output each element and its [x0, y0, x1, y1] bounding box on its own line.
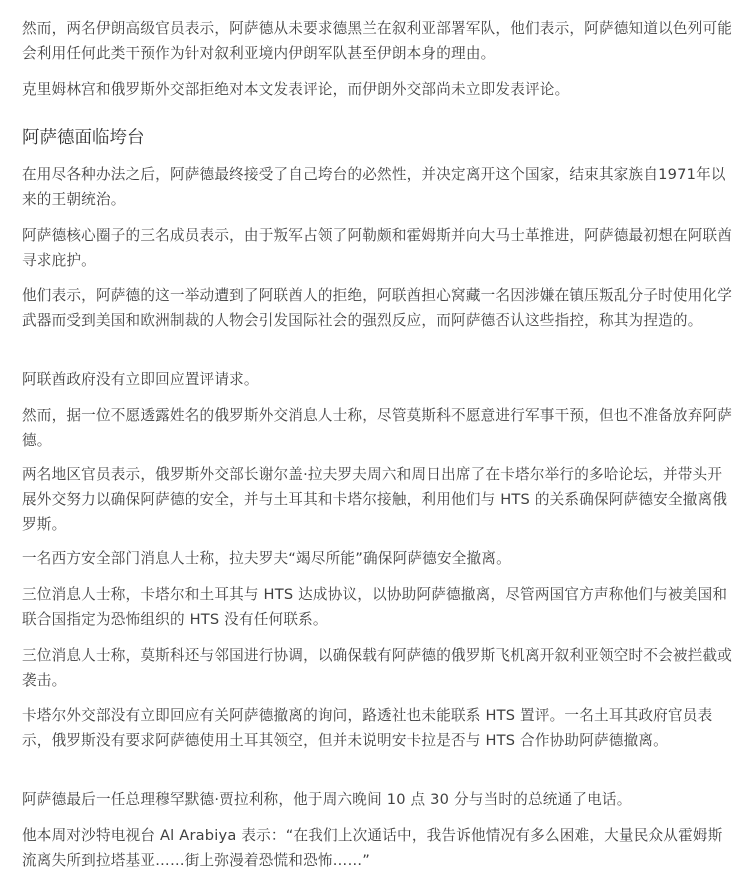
paragraph-5: 他们表示，阿萨德的这一举动遭到了阿联酋人的拒绝，阿联酋担心窝藏一名因涉嫌在镇压叛乱分子时使用化学武器而受到美国和欧洲制裁的人物会引发国际社会的强烈反应，而阿萨德否认这些指控，称其为捏造的。: [22, 287, 733, 329]
paragraph-8: 两名地区官员表示，俄罗斯外交部长谢尔盖·拉夫罗夫周六和周日出席了在卡塔尔举行的多哈论坛，并带头开展外交努力以确保阿萨德的安全，并与土耳其和卡塔尔接触，利用他们与 HTS 的关系确保阿萨德安全撤离俄罗斯。: [22, 466, 728, 533]
paragraph-9: 一名西方安全部门消息人士称，拉夫罗夫“竭尽所能”确保阿萨德安全撤离。: [22, 550, 511, 567]
paragraph-11: 三位消息人士称，莫斯科还与邻国进行协调，以确保载有阿萨德的俄罗斯飞机离开叙利亚领空时不会被拦截或袭击。: [22, 647, 733, 689]
paragraph-13: 阿萨德最后一任总理穆罕默德·贾拉利称，他于周六晚间 10 点 30 分与当时的总统通了电话。: [22, 791, 632, 808]
paragraph-4: 阿萨德核心圈子的三名成员表示，由于叛军占领了阿勒颇和霍姆斯并向大马士革推进，阿萨德最初想在阿联酋寻求庇护。: [22, 227, 733, 269]
paragraph-6: 阿联酋政府没有立即回应置评请求。: [22, 371, 259, 388]
paragraph-3: 在用尽各种办法之后，阿萨德最终接受了自己垮台的必然性，并决定离开这个国家，结束其家族自1971年以来的王朝统治。: [22, 166, 726, 208]
section-heading: 阿萨德面临垮台: [22, 128, 145, 148]
paragraph-7: 然而，据一位不愿透露姓名的俄罗斯外交消息人士称，尽管莫斯科不愿意进行军事干预，但也不准备放弃阿萨德。: [22, 407, 733, 449]
paragraph-2: 克里姆林宫和俄罗斯外交部拒绝对本文发表评论，而伊朗外交部尚未立即发表评论。: [22, 81, 570, 98]
paragraph-14: 他本周对沙特电视台 Al Arabiya 表示：“在我们上次通话中，我告诉他情况有多么困难，大量民众从霍姆斯流离失所到拉塔基亚……街上弥漫着恐慌和恐怖……”: [22, 827, 723, 869]
paragraph-12: 卡塔尔外交部没有立即回应有关阿萨德撤离的询问，路透社也未能联系 HTS 置评。一名土耳其政府官员表示，俄罗斯没有要求阿萨德使用土耳其领空，但并未说明安卡拉是否与 HTS 合作协助阿萨德撤离。: [22, 707, 713, 749]
paragraph-10: 三位消息人士称，卡塔尔和土耳其与 HTS 达成协议，以协助阿萨德撤离，尽管两国官方声称他们与被美国和联合国指定为恐怖组织的 HTS 没有任何联系。: [22, 586, 728, 628]
paragraph-1: 然而，两名伊朗高级官员表示，阿萨德从未要求德黑兰在叙利亚部署军队，他们表示，阿萨德知道以色列可能会利用任何此类干预作为针对叙利亚境内伊朗军队甚至伊朗本身的理由。: [22, 20, 733, 62]
